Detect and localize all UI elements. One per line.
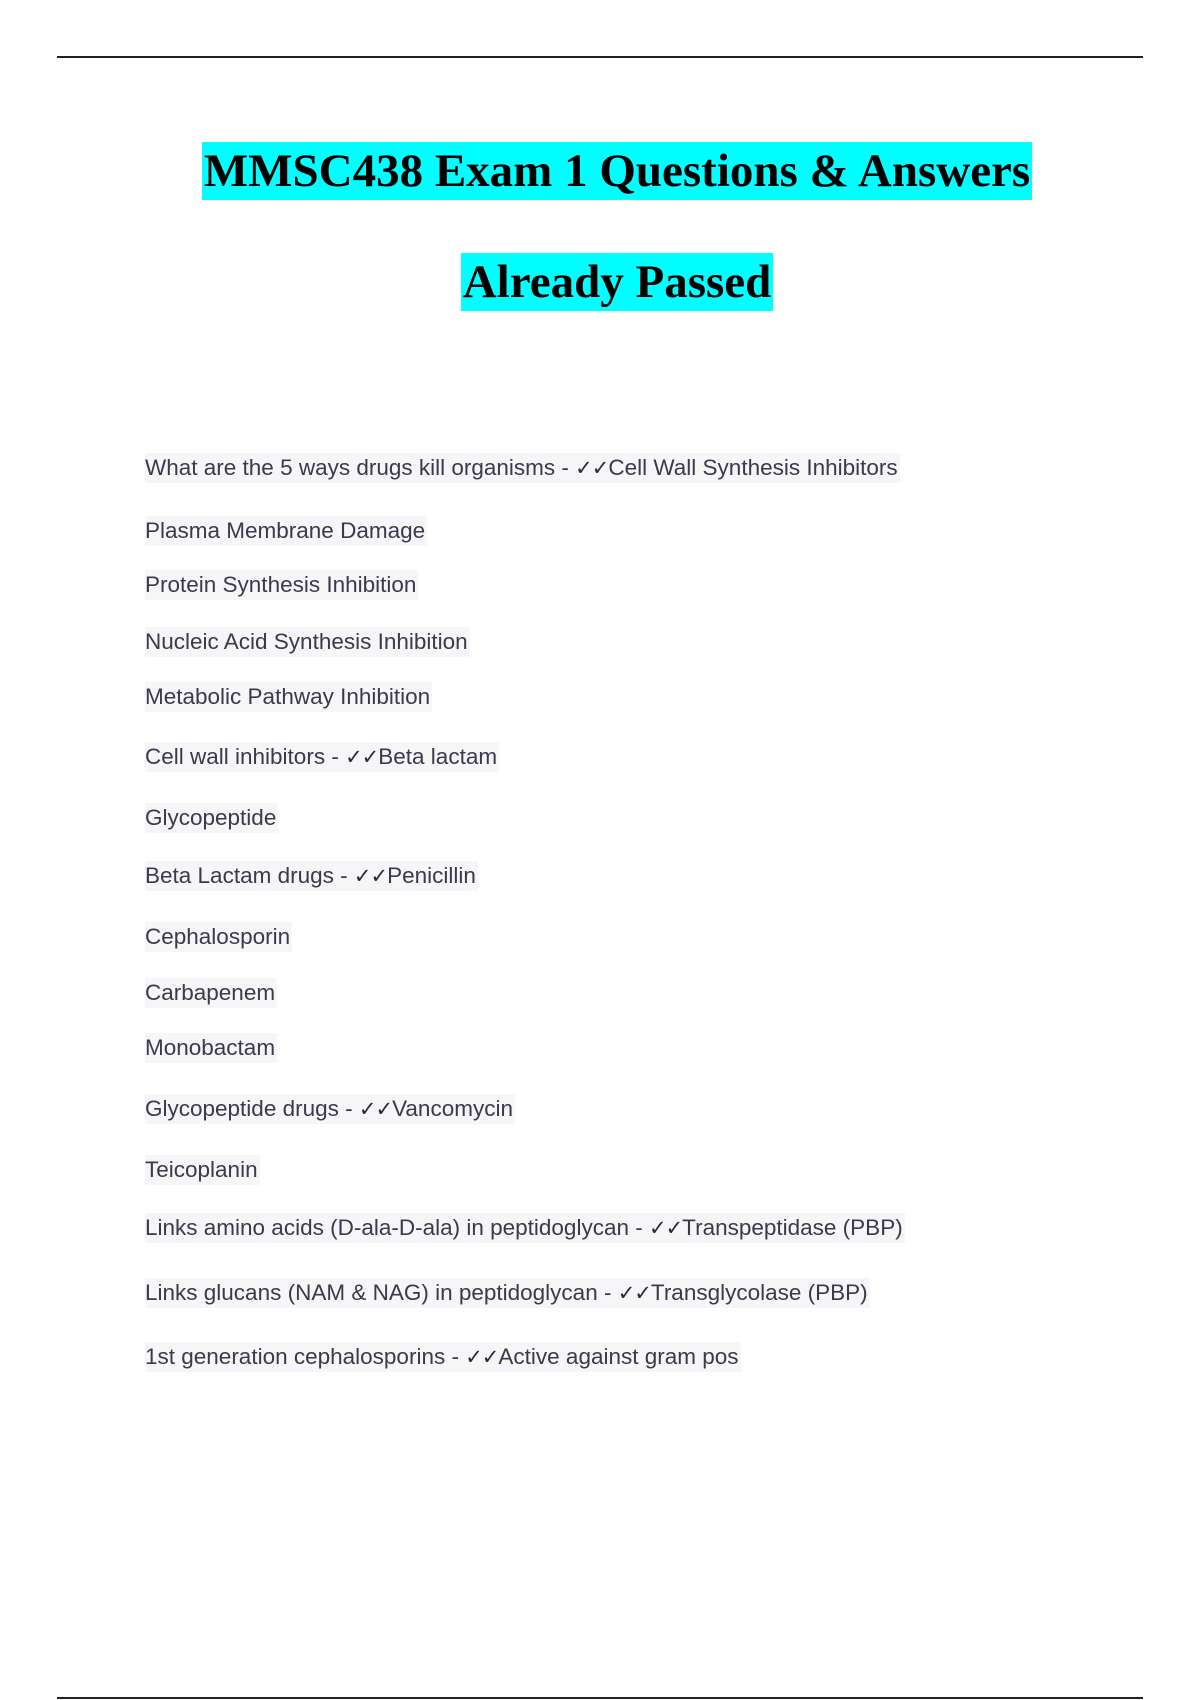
question-text: Glycopeptide drugs -: [145, 1096, 359, 1121]
answer-text: Active against gram pos: [498, 1344, 739, 1369]
answer-text: Glycopeptide: [145, 805, 277, 830]
qa-entry: [145, 978, 277, 1008]
question-text: What are the 5 ways drugs kill organisms -: [145, 455, 576, 480]
qa-entry: [145, 516, 427, 546]
qa-entry: [145, 1342, 741, 1372]
bottom-rule: [57, 1697, 1143, 1699]
qa-entry: [145, 803, 278, 833]
answer-text: Plasma Membrane Damage: [145, 518, 426, 543]
answer-text: Beta lactam: [378, 744, 498, 769]
double-check-icon: ✓✓: [575, 456, 609, 480]
answer-text: Metabolic Pathway Inhibition: [145, 684, 431, 709]
answer-text: Carbapenem: [145, 980, 276, 1005]
qa-entry: [145, 682, 432, 712]
double-check-icon: ✓✓: [353, 864, 388, 888]
answer-text: Protein Synthesis Inhibition: [145, 572, 417, 597]
double-check-icon: ✓✓: [465, 1345, 499, 1369]
double-check-icon: ✓✓: [648, 1216, 683, 1240]
qa-entry: [145, 570, 418, 600]
qa-entry: [145, 742, 499, 772]
double-check-icon: ✓✓: [345, 745, 379, 769]
answer-text: Teicoplanin: [145, 1157, 258, 1182]
qa-entry: [145, 1033, 277, 1063]
qa-entry: [145, 1155, 260, 1185]
answer-text: Nucleic Acid Synthesis Inhibition: [145, 629, 468, 654]
answer-text: Vancomycin: [392, 1096, 513, 1121]
document-title: [0, 142, 1200, 311]
top-rule: [57, 56, 1143, 58]
question-text: 1st generation cephalosporins -: [145, 1344, 466, 1369]
answer-text: Penicillin: [387, 863, 476, 888]
answer-text: Transpeptidase (PBP): [682, 1215, 903, 1240]
qa-entry: [145, 627, 470, 657]
double-check-icon: ✓✓: [358, 1097, 393, 1121]
qa-entry: [145, 1278, 870, 1308]
answer-text: Cell Wall Synthesis Inhibitors: [608, 455, 898, 480]
question-text: Links glucans (NAM & NAG) in peptidoglycan -: [145, 1280, 618, 1305]
answer-text: Cephalosporin: [145, 924, 291, 949]
question-text: Links amino acids (D-ala-D-ala) in peptidoglycan -: [145, 1215, 649, 1240]
question-text: Cell wall inhibitors -: [145, 744, 346, 769]
qa-entry: [145, 922, 292, 952]
double-check-icon: ✓✓: [617, 1281, 651, 1305]
answer-text: Transglycolase (PBP): [650, 1280, 868, 1305]
answer-text: Monobactam: [145, 1035, 276, 1060]
qa-entry: [145, 453, 900, 483]
question-text: Beta Lactam drugs -: [145, 863, 354, 888]
title-line-2: Already Passed: [461, 253, 774, 311]
qa-entry: [145, 1094, 515, 1124]
qa-entry: [145, 1213, 905, 1243]
title-line-1: MMSC438 Exam 1 Questions & Answers: [202, 142, 1032, 200]
qa-entry: [145, 861, 478, 891]
